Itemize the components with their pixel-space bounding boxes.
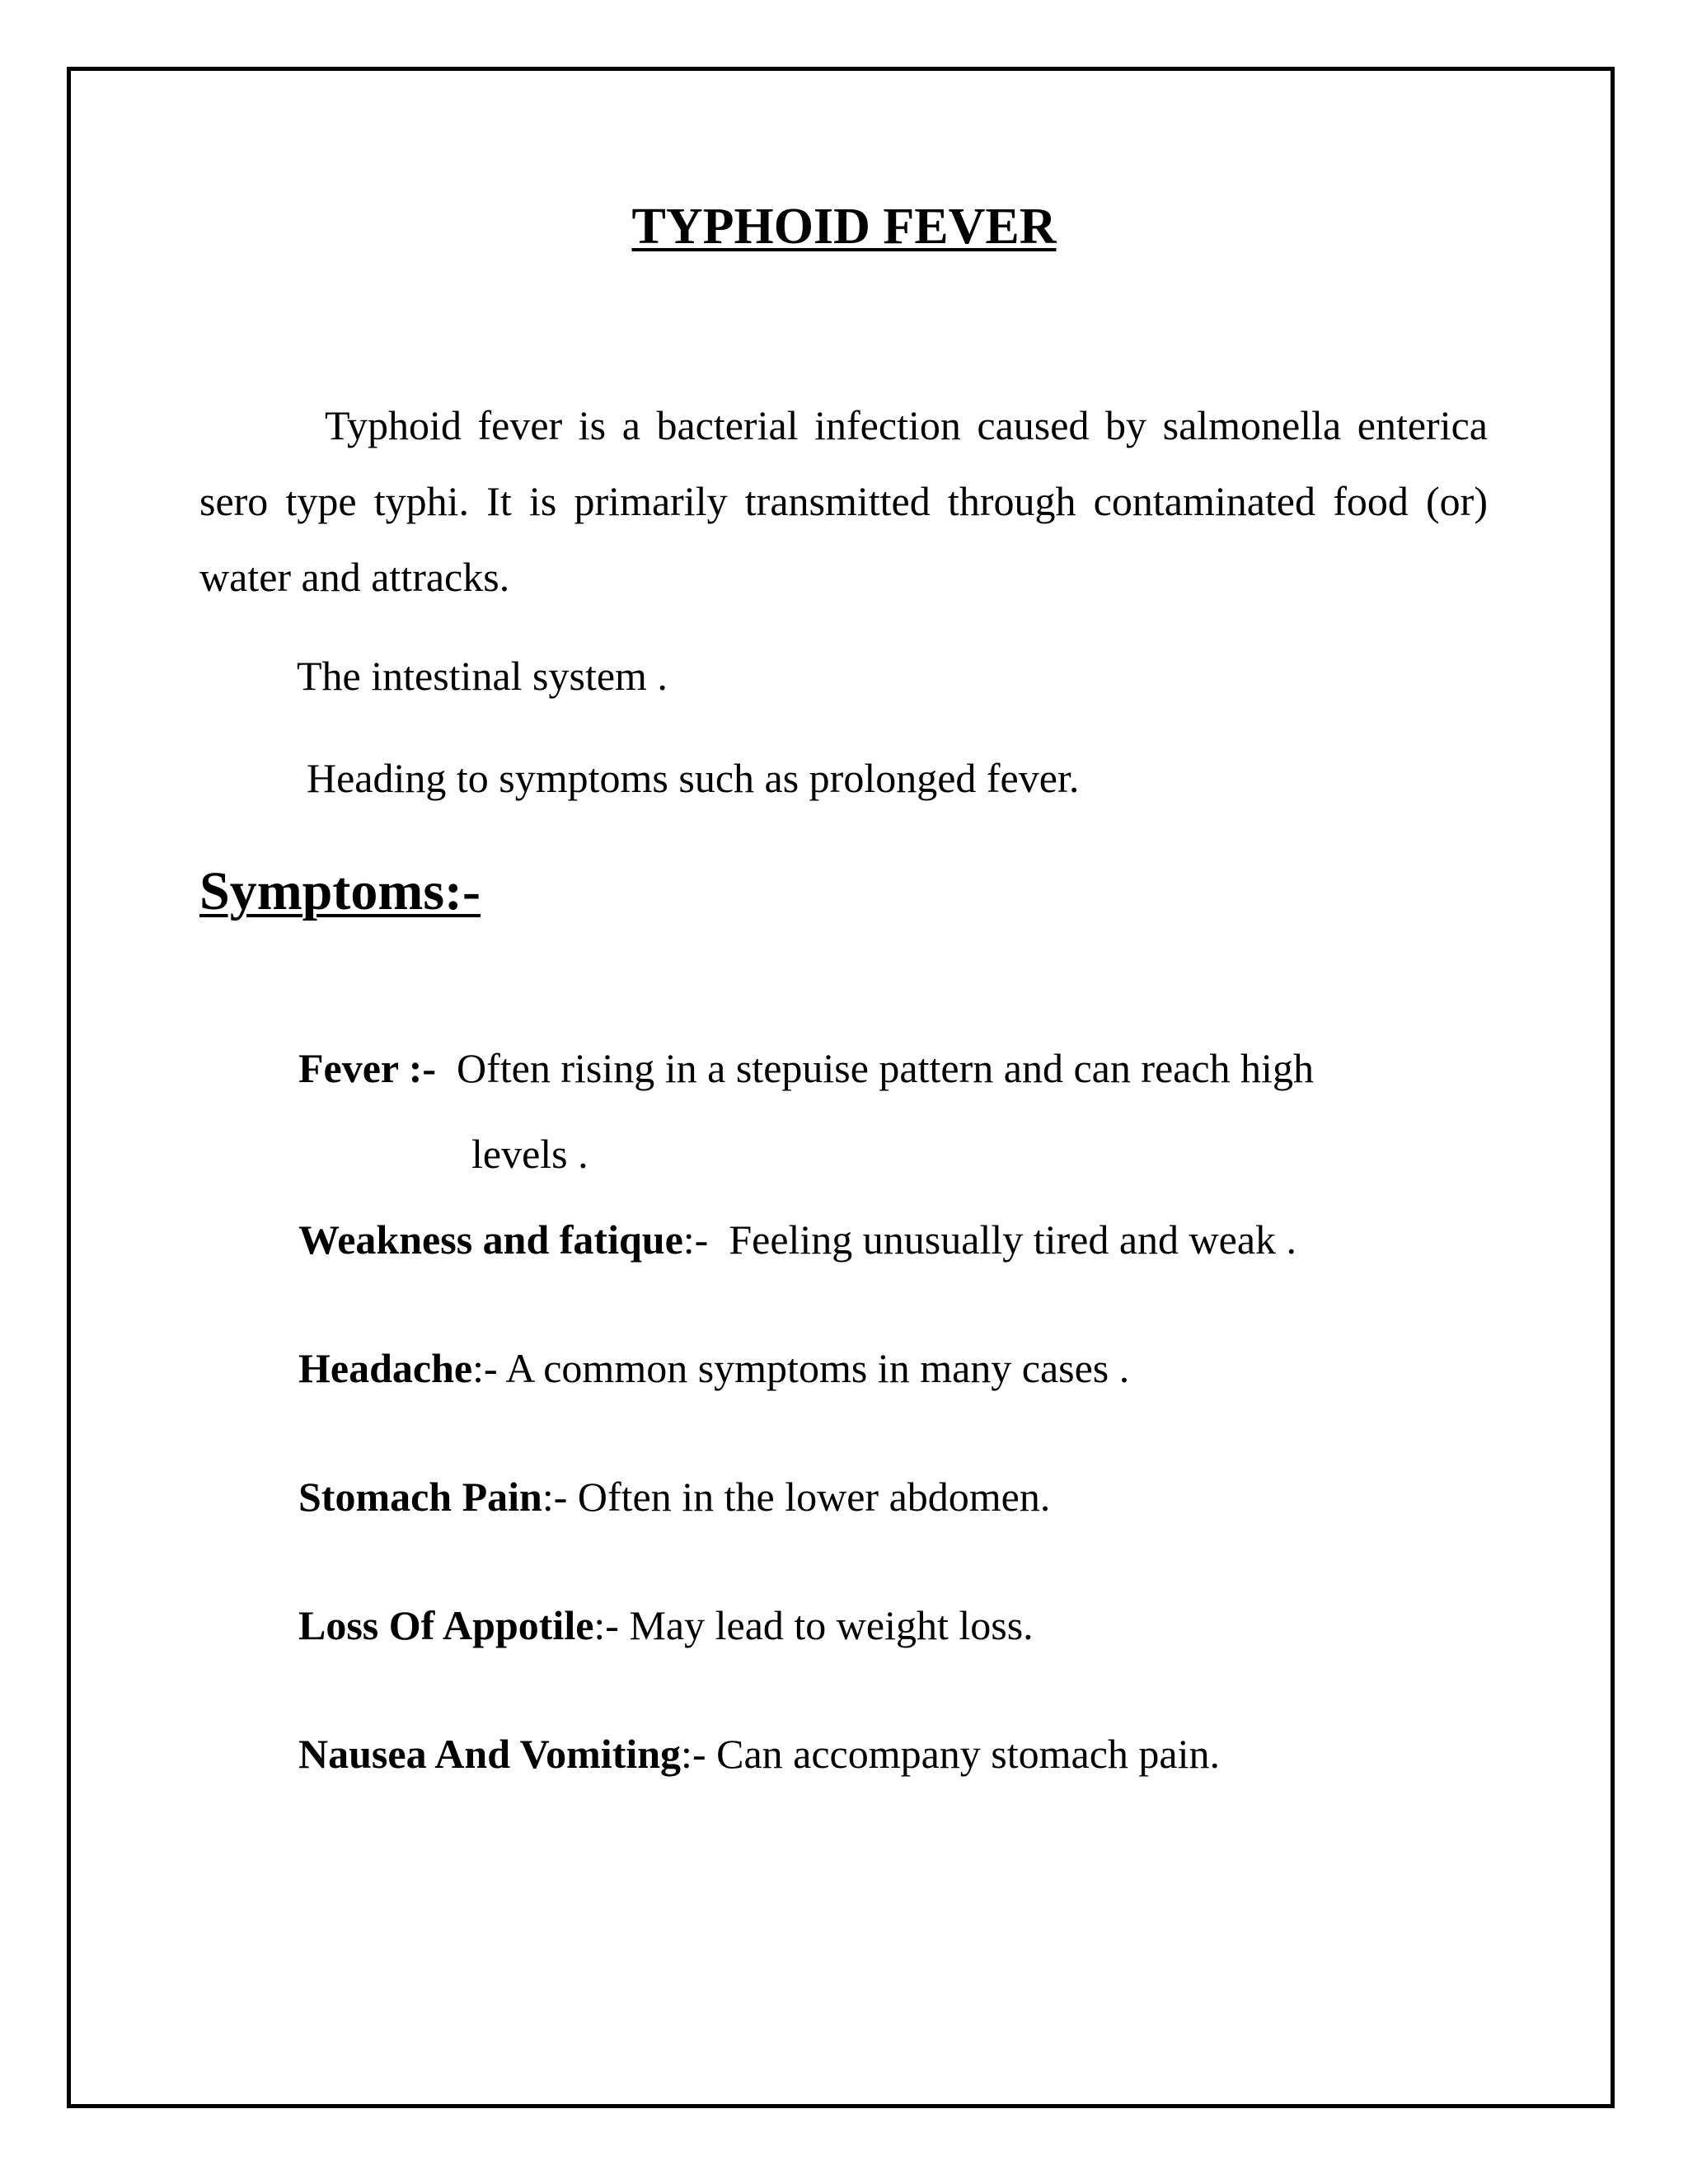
symptoms-heading-text: Symptoms:- xyxy=(199,861,481,921)
symptom-description: Often rising in a stepuise pattern and can reach high xyxy=(436,1045,1314,1091)
symptom-separator: :- xyxy=(681,1731,706,1777)
page-title xyxy=(0,196,1688,257)
symptom-term: Nausea And Vomiting xyxy=(298,1731,682,1777)
symptom-stomach-pain xyxy=(298,1472,1050,1521)
page-title-text: TYPHOID FEVER xyxy=(631,199,1057,255)
symptom-nausea-vomiting xyxy=(298,1729,1220,1779)
symptom-fever-continuation: levels . xyxy=(471,1131,588,1177)
symptom-description: Feeling unusually tired and weak . xyxy=(708,1216,1297,1263)
symptom-separator: :- xyxy=(682,1216,709,1263)
symptom-fever xyxy=(298,1043,1314,1093)
symptom-term: Weakness and fatique xyxy=(298,1216,683,1263)
symptom-separator: :- xyxy=(472,1345,498,1391)
symptoms-heading xyxy=(199,859,481,924)
intestinal-system-line: The intestinal system . xyxy=(297,653,668,699)
intro-paragraph: Typhoid fever is a bacterial infection caused by salmonella enterica sero type typhi. It is primarily transmitted through contaminated food (or) water and attracks. xyxy=(199,402,1488,600)
symptom-loss-of-appetite xyxy=(298,1601,1034,1650)
symptom-weakness xyxy=(298,1215,1296,1264)
symptom-separator: :- xyxy=(542,1474,568,1520)
symptom-term: Fever :- xyxy=(298,1045,437,1091)
symptom-headache xyxy=(298,1343,1129,1393)
symptom-term: Loss Of Appotile xyxy=(298,1602,594,1648)
symptom-description: Often in the lower abdomen. xyxy=(567,1474,1051,1520)
symptom-separator: :- xyxy=(593,1602,619,1648)
symptom-term: Stomach Pain xyxy=(298,1474,542,1520)
symptom-description: May lead to weight loss. xyxy=(618,1602,1034,1648)
symptom-term: Headache xyxy=(298,1345,473,1391)
symptom-description: Can accompany stomach pain. xyxy=(706,1731,1221,1777)
symptom-description: A common symptoms in many cases . xyxy=(497,1345,1130,1391)
prolonged-fever-line: Heading to symptoms such as prolonged fever. xyxy=(307,755,1080,801)
